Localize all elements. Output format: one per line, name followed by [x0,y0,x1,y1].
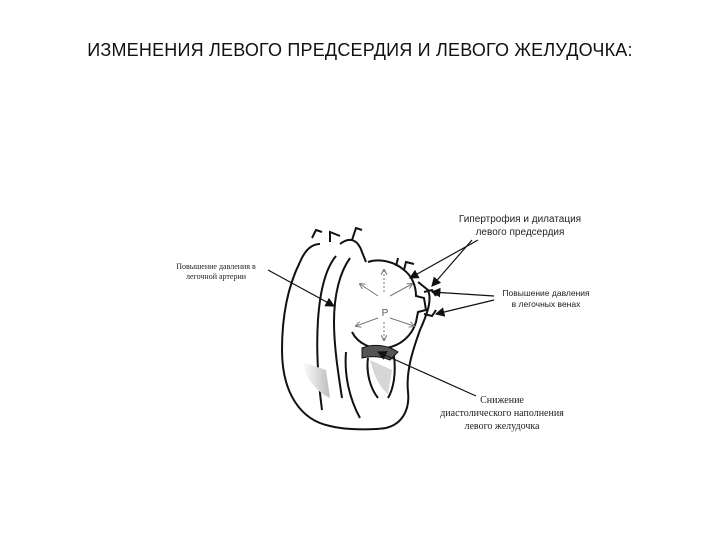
label-diastolic-filling [418,394,586,433]
label-pulmonary-artery [160,262,272,282]
heart-outline [282,262,430,429]
label-hypertrophy [432,213,608,239]
label-pulmonary-veins [490,288,602,310]
label-diastolic-line2: диастолического наполнения [440,408,564,419]
label-pulmonary-artery-line1: Повышение давления в [176,262,256,271]
pressure-arrows [356,270,414,340]
slide-title: ИЗМЕНЕНИЯ ЛЕВОГО ПРЕДСЕРДИЯ И ЛЕВОГО ЖЕЛУДОЧКА: [87,40,633,60]
label-pulmonary-veins-line2: в легочных венах [511,299,581,309]
ventricle-shade [302,362,330,398]
label-pulmonary-veins-line1: Повышение давления [502,288,590,298]
label-pressure-marker: P [381,308,389,319]
label-diastolic-line1: Снижение [480,395,524,406]
label-diastolic-line3: левого желудочка [464,421,540,432]
left-atrium [352,260,426,348]
label-hypertrophy-line1: Гипертрофия и дилатация [458,214,582,225]
label-hypertrophy-line2: левого предсердия [475,227,565,238]
label-pulmonary-artery-line2: легочной артерии [185,272,247,281]
